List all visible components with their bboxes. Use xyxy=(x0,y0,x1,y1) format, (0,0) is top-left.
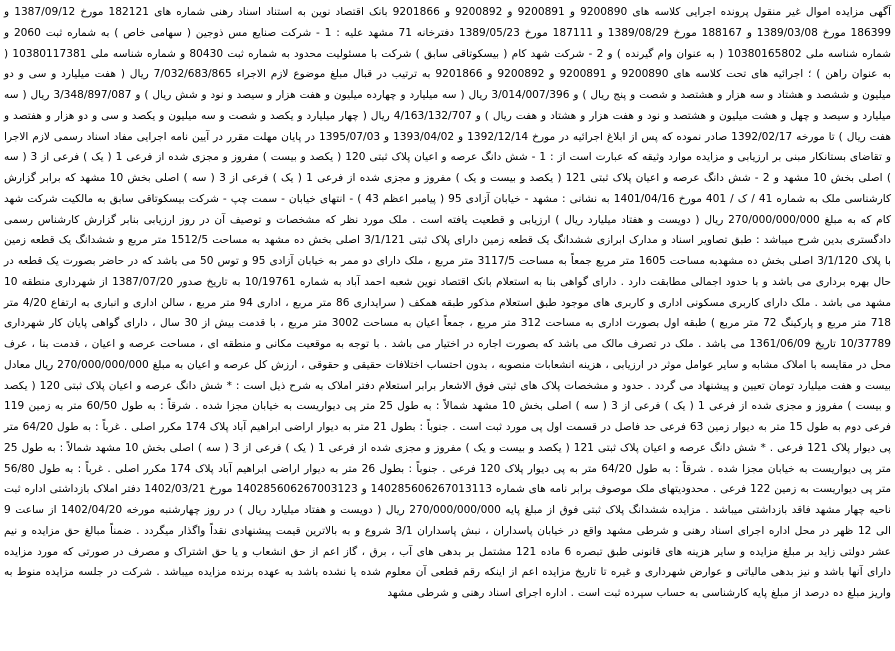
auction-notice-text: آگهی مزایده اموال غیر منقول پرونده اجرایی کلاسه های 9200890 و 9200891 و 9200892 و 9201866 بانک اقتصاد نوین به استناد اسناد رهنی شماره های 182121 مورخ 1387/09/12 و 186399 مورخ 1389/03/08 و 188167 مورخ 1389/08/29 و 187111 مورخ 1389/05/23 دفترخانه 71 مشهد علیه : 1 - شرکت صنایع مس ذوجین ( سهامی خاص ) به شماره ثبت 2060 و شماره شناسه ملی 10380165802 ( به عنوان وام گیرنده ) و 2 - شرکت شهد کام ( بیسکوتاقی سابق ) شرکت با مسئولیت محدود به شماره ثبت 80430 و شماره شناسه ملی 10380117381 ( به عنوان راهن ) ؛ اجرائیه های تحت کلاسه های 9200890 و 9200891 و 9200892 و 9201866 به ترتیب در قبال مبلغ موضوع لازم الاجراء 7/032/683/865 ریال ( هفت میلیارد و سی و دو میلیون و ششصد و هشتاد و سه هزار و هشتصد و شصت و پنج ریال ) و 3/014/007/396 ریال ( سه میلیارد و چهارده میلیون و هفت هزار و سیصد و نود و شش ریال ) و 3/348/897/087 ریال ( سه میلیارد و سیصد و چهل و هشت میلیون و هشتصد و نود و هفت هزار و هشتاد و هفت ریال ) و 4/163/132/707 ریال ( چهار میلیارد و یکصد و شصت و سه میلیون و یکصد و سی و دو هزار و هفتصد و هفت ریال ) تا مورخه 1392/02/17 صادر نموده که پس از ابلاغ اجرائیه در مورخ 1392/12/14 و 1393/04/02 و 1395/07/03 در پایان مهلت مقرر در آیین نامه اجرایی مفاد اسناد رسمی لازم الاجرا و تقاضای بستانکار مبنی بر ارزیابی و مزایده موارد وثیقه که عبارت است از : 1 - شش دانگ عرصه و اعیان پلاک ثبتی 120 ( یکصد و بیست ) مفروز و مجزی شده از فرعی 1 ( یک ) فرعی از 3 ( سه ) اصلی بخش 10 مشهد و 2 - شش دانگ عرصه و اعیان پلاک ثبتی 121 ( یکصد و بیست و یک ) مفروز و مجزی شده از فرعی 1 ( یک ) فرعی از 3 ( سه ) اصلی بخش 10 مشهد که برابر گزارش کارشناسی ملک به شماره 41 / ک / 401 مورخ 1401/04/16 به نشانی : مشهد - خیابان آزادی 95 ( پیامبر اعظم 43 ) - انتهای خیابان - سمت چپ - شرکت بیسکوتاقی سابق به مالکیت شرکت شهد کام که به مبلغ 270/000/000/000 ریال ( دویست و هفتاد میلیارد ریال ) ارزیابی و قطعیت یافته است . ملک مورد نظر که مشخصات و توصیف آن در روز ارزیابی بنابر گزارش کارشناس رسمی دادگستری بدین شرح میباشد : طبق تصاویر اسناد و مدارک ابرازی ششدانگ یک قطعه زمین دارای پلاک ثبتی 3/1/121 اصلی بخش ده مشهد به مساحت 1512/5 متر مربع و ششدانگ یک قطعه زمین با پلاک 3/1/120 اصلی بخش ده مشهدبه مساحت 1605 متر مربع جمعاً به مساحت 3117/5 متر مربع ، ملک دارای دو ممر به خیابان آزادی 95 و توس 50 می باشد که در حاضر بصورت یک قطعه در حال بهره برداری می باشد و با حدود اجمالی مطابقت دارد . دارای گواهی بنا به استعلام بانک اقتصاد نوین شعبه احمد آباد به شماره 10/19761 به تاریخ صدور 1387/07/20 از شهرداری منطقه 10 مشهد می باشد . ملک دارای کاربری مسکونی اداری و کاربری های موجود طبق استعلام مذکور طبقه همکف ( سرایداری 86 متر مربع ، اداری 94 متر مربع ، سالن اداری و انباری به ارتفاع 4/20 متر 718 متر مربع و پارکینگ 72 متر مربع ) طبقه اول بصورت اداری به مساحت 312 متر مربع ، جمعاً اعیان به مساحت 3002 متر مربع ، با قدمت بیش از 30 سال ، دارای گواهی پایان کار شهرداری 10/37789 تاریخ 1361/06/09 می باشد . ملک در تصرف مالک می باشد که بصورت اجاره در اختیار می باشد . با توجه به موقعیت مکانی و منطقه ای ، مساحت عرصه و اعیان ، قدمت بنا ، عرف محل در مقایسه با املاک مشابه و سایر عوامل موثر در ارزیابی ، هزینه انشعابات منصوبه ، بدون احتساب اختلافات حقیقی و حقوقی ، ارزش کل عرصه و اعیان به مبلغ 270/000/000/000 ریال معادل بیست و هفت میلیارد تومان تعیین و پیشنهاد می گردد . حدود و مشخصات پلاک های ثبتی فوق الاشعار برابر استعلام دفتر املاک به شرح ذیل است : * شش دانگ عرصه و اعیان پلاک ثبتی 120 ( یکصد و بیست ) مفروز و مجزی شده از فرعی 1 ( یک ) فرعی از 3 ( سه ) اصلی بخش 10 مشهد شمالاً : به طول 25 متر پی دیواریست به خیابان مجزا شده . شرقاً : به طول 60/50 متر به زمین 119 فرعی دوم به طول 15 متر به دیوار زمین 63 فرعی حد فاصل در قسمت اول پی مورد ثبت است . جنوباً : بطول 21 متر به دیوار اراضی ابراهیم آباد پلاک 174 مکرر اصلی . غرباً : به طول 64/20 متر پی دیوار پلاک 121 فرعی . * شش دانگ عرصه و اعیان پلاک ثبتی 121 ( یکصد و بیست و یک ) مفروز و مجزی شده از فرعی 1 ( یک ) فرعی از 3 ( سه ) اصلی بخش 10 مشهد شمالاً : به طول 25 متر پی دیواریست به خیابان مجزا شده . شرقاً : به طول 64/20 متر به پی دیوار پلاک 120 فرعی . جنوباً : بطول 26 متر به دیوار اراضی ابراهیم آباد پلاک 174 مکرر اصلی . غرباً : به طول 56/80 متر پی دیواریست به زمین 122 فرعی . محدودیتهای ملک موصوف برابر نامه های شماره 140285606267013113 و 140285606267003123 مورخ 1402/03/21 دفتر املاک بازداشتی اداره ثبت ناحیه چهار مشهد فاقد بازداشتی میباشد . مزایده ششدانگ پلاک ثبتی فوق از مبلغ پایه 270/000/000/000 ریال ( دویست و هفتاد میلیارد ریال ) در روز چهارشنبه مورخه 1402/04/20 از ساعت 9 الی 12 ظهر در محل اداره اجرای اسناد رهنی و شرطی مشهد واقع در خیابان پاسداران ، نبش پاسداران 3/1 شروع و به بالاترین قیمت پیشنهادی نقداً واگذار میگردد . ضمناً مبالغ حق مزایده و نیم عشر دولتی زاید بر مبلغ مزایده و سایر هزینه های قانونی طبق تبصره 6 ماده 121 مشتمل بر بدهی های آب ، برق ، گاز اعم از حق انشعاب و یا حق اشتراک و مصرف در صورتی که مورد مزایده دارای آنها باشد و نیز بدهی مالیاتی و عوارض شهرداری و غیره تا تاریخ مزایده اعم از اینکه رقم قطعی آن معلوم شده یا نشده باشد به عهده برنده مزایده میباشد . شرکت در جلسه مزایده منوط به واریز مبلغ ده درصد از مبلغ پایه کارشناسی به حساب سپرده ثبت است . اداره اجرای اسناد رهنی و شرطی مشهد xyxy=(4,6,892,599)
